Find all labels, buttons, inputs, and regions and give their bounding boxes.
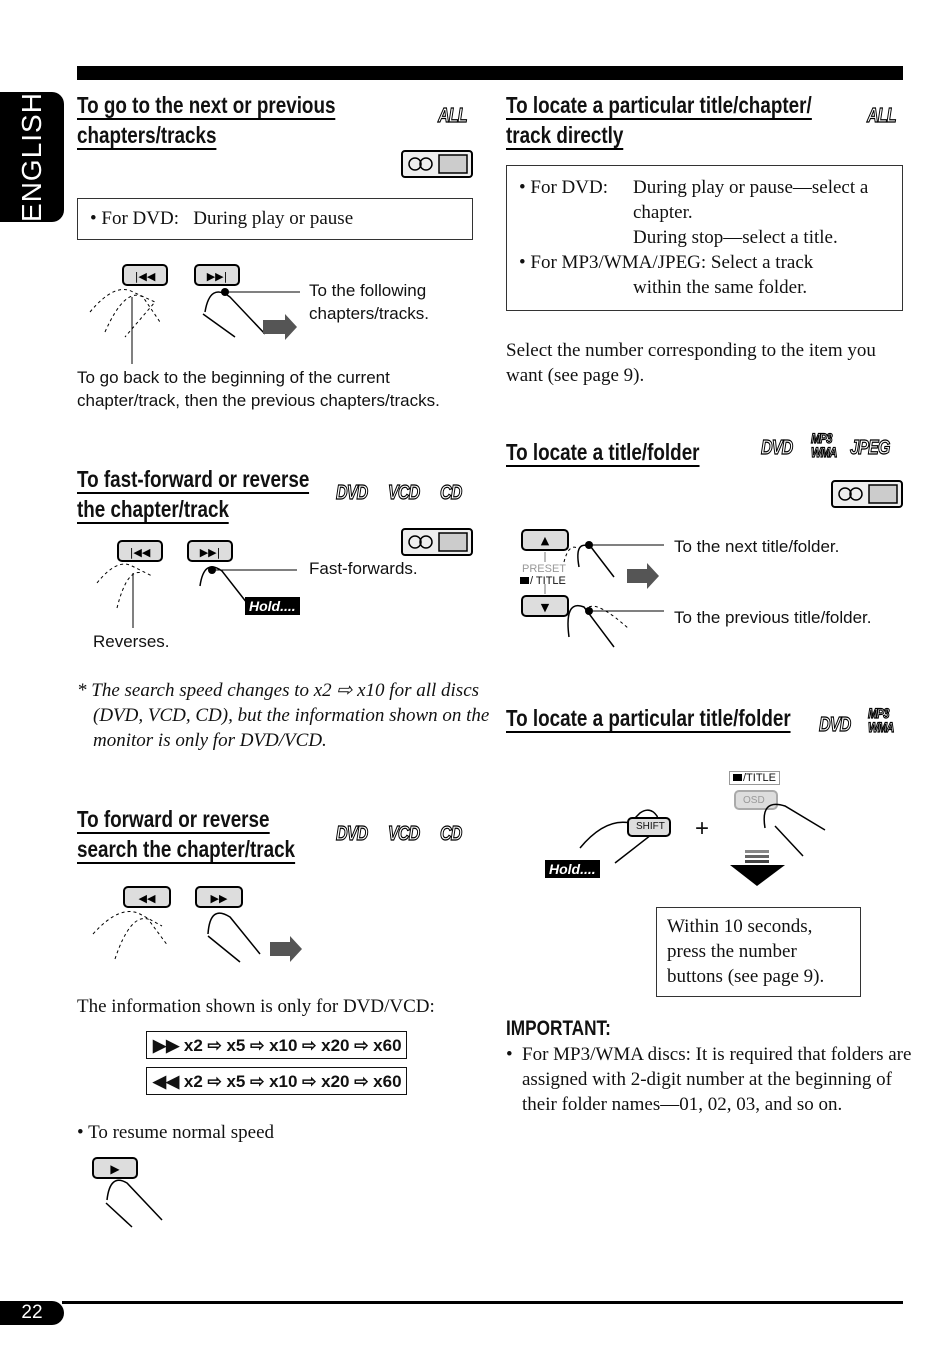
language-tab	[0, 92, 64, 222]
shift-label: SHIFT	[636, 821, 665, 832]
title-line: To locate a particular title/chapter/	[506, 92, 812, 118]
hold-label: Hold....	[545, 860, 600, 878]
plus-sign: +	[695, 815, 710, 842]
title-key-text: /TITLE	[743, 772, 777, 784]
condition-box	[506, 165, 903, 311]
title-line: To fast-forward or reverse	[77, 466, 310, 492]
svg-text:▶: ▶	[110, 1162, 120, 1176]
title-line: chapters/tracks	[77, 122, 217, 148]
mp3-condition: • For MP3/WMA/JPEG: Select a track within the same folder.	[519, 250, 902, 300]
section-title-search	[77, 804, 295, 864]
title-label-text: / TITLE	[530, 575, 566, 587]
section-title-locate-direct	[506, 90, 812, 150]
title-line: track directly	[506, 122, 624, 148]
title-line: To locate a particular title/folder	[506, 705, 791, 731]
important-heading: IMPORTANT:	[506, 1017, 611, 1040]
dvd-badge: DVD	[819, 714, 851, 736]
svg-text:▶▶: ▶▶	[210, 892, 228, 905]
cd-badge: CD	[440, 823, 462, 845]
osd-label: OSD	[743, 795, 765, 806]
reverse-speeds: x2 ⇨ x5 ⇨ x10 ⇨ x20 ⇨ x60	[183, 1072, 402, 1091]
svg-text:▲: ▲	[540, 534, 550, 547]
page-number: 22	[0, 1301, 64, 1325]
hold-label: Hold....	[245, 597, 300, 615]
section-title-particular-folder	[506, 703, 791, 733]
dvd-line: chapter.	[633, 202, 693, 223]
dvd-line: During stop—select a title.	[633, 227, 838, 248]
reverse-speed-box: ◀◀ x2 ⇨ x5 ⇨ x10 ⇨ x20 ⇨ x60	[146, 1067, 407, 1095]
svg-text:◀◀: ◀◀	[138, 892, 156, 905]
title-line: the chapter/track	[77, 496, 229, 522]
all-badge: ALL	[867, 105, 896, 127]
dvd-badge: DVD	[761, 437, 793, 459]
language-tab-label: ENGLISH	[16, 92, 47, 222]
title-label	[520, 575, 566, 587]
section-title-locate-folder	[506, 437, 700, 467]
mp3-wma-badge: MP3 WMA	[868, 705, 894, 735]
caption-prev: To the previous title/folder.	[674, 608, 872, 627]
mp3-line: For MP3/WMA/JPEG: Select a track	[530, 252, 814, 273]
caption-ff: Fast-forwards.	[309, 559, 418, 578]
cd-badge: CD	[440, 482, 462, 504]
bottom-rule	[62, 1301, 903, 1304]
title-key-label	[729, 771, 780, 785]
svg-text:|◀◀: |◀◀	[129, 546, 151, 559]
play-button-diagram	[92, 1155, 172, 1230]
condition-box: • For DVD: During play or pause	[77, 198, 473, 240]
mp3-wma-badge: MP3 WMA	[811, 430, 837, 460]
resume-label: To resume normal speed	[88, 1122, 275, 1143]
all-badge: ALL	[438, 105, 467, 127]
info-text: The information shown is only for DVD/VCD:	[77, 996, 435, 1017]
remote-icon	[401, 150, 473, 178]
important-body: For MP3/WMA discs: It is required that folders are assigned with 2-digit number at the beginning of their folder names—01, 02, 03, and so on.	[522, 1044, 912, 1115]
svg-text:▼: ▼	[540, 601, 550, 614]
title-line: To forward or reverse	[77, 806, 270, 832]
caption-next: To the next title/folder.	[674, 537, 840, 556]
vcd-badge: VCD	[388, 482, 420, 504]
vcd-badge: VCD	[388, 823, 420, 845]
dvd-label: For DVD:	[530, 177, 608, 198]
svg-text:▶▶|: ▶▶|	[199, 546, 221, 559]
preset-title-diagram	[519, 527, 664, 657]
search-buttons-diagram	[90, 884, 305, 964]
title-line: search the chapter/track	[77, 836, 296, 862]
resume-text: • To resume normal speed	[77, 1122, 275, 1143]
title-line: To go to the next or previous	[77, 92, 336, 118]
caption-following: To the following chapters/tracks.	[309, 281, 429, 323]
title-line: To locate a title/folder	[506, 439, 700, 465]
svg-text:▶▶|: ▶▶|	[206, 270, 228, 283]
dvd-badge: DVD	[336, 823, 368, 845]
skip-buttons-diagram	[85, 262, 300, 364]
caption-back: To go back to the beginning of the current chapter/track, then the previous chapters/tracks.	[77, 368, 440, 410]
select-text: Select the number corresponding to the item you want (see page 9).	[506, 340, 876, 386]
preset-label: PRESET	[522, 563, 567, 575]
dvd-line: During play or pause—select a	[633, 177, 869, 198]
forward-speed-box: ▶▶ x2 ⇨ x5 ⇨ x10 ⇨ x20 ⇨ x60	[146, 1031, 407, 1059]
important-text: • For MP3/WMA discs: It is required that folders are assigned with 2-digit number at the beginning of their folder names—01, 02, 03, and so on.	[506, 1044, 912, 1115]
condition-text: During play or pause	[193, 208, 354, 229]
condition-label: For DVD:	[101, 208, 179, 229]
mp3-line: within the same folder.	[633, 277, 808, 298]
speed-note: * The search speed changes to x2 ⇨ x10 for all discs (DVD, VCD, CD), but the information shown on the monitor is only for DVD/VCD.	[77, 680, 490, 751]
top-rule	[77, 66, 903, 80]
dvd-badge: DVD	[336, 482, 368, 504]
forward-speeds: x2 ⇨ x5 ⇨ x10 ⇨ x20 ⇨ x60	[183, 1036, 402, 1055]
caption-rev: Reverses.	[93, 632, 170, 651]
section-title-ff-rev	[77, 464, 309, 524]
jpeg-badge: JPEG	[850, 437, 890, 459]
instruction-box: Within 10 seconds, press the number buttons (see page 9).	[656, 907, 861, 997]
svg-text:|◀◀: |◀◀	[134, 270, 156, 283]
dvd-condition: • For DVD: During play or pause—select a chapter. During stop—select a title.	[519, 177, 869, 248]
remote-icon	[401, 528, 473, 556]
remote-icon	[831, 480, 903, 508]
section-title-next-prev	[77, 90, 335, 150]
